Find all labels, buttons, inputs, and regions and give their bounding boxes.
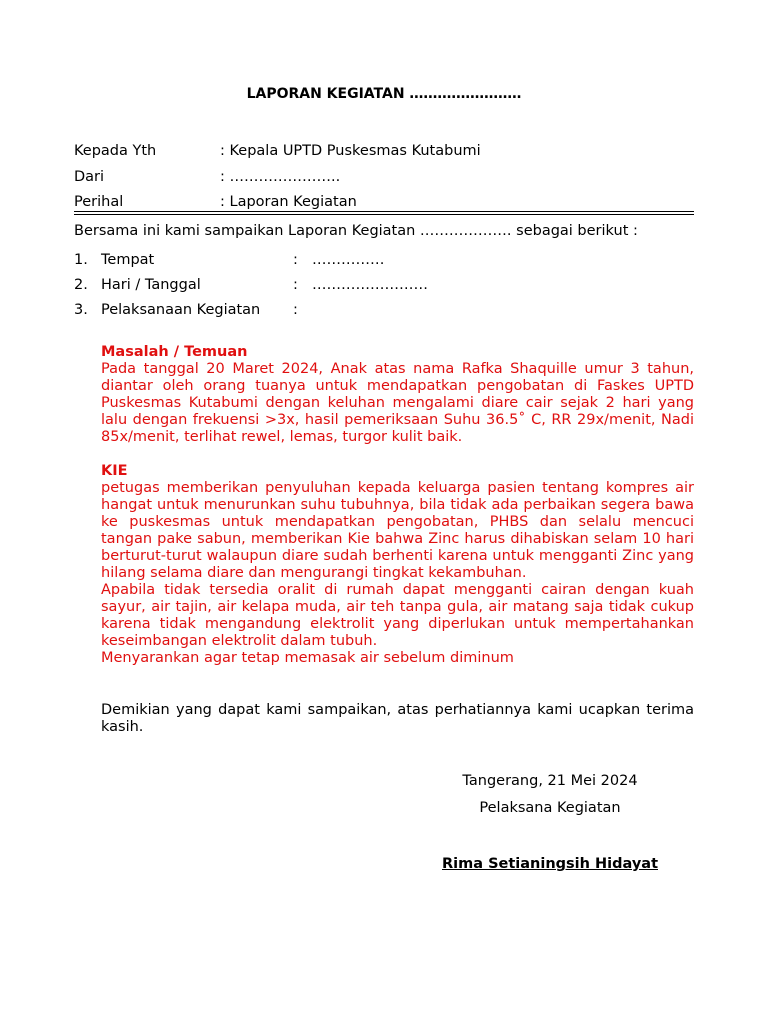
- masalah-text: Pada tanggal 20 Maret 2024, Anak atas nama Rafka Shaquille umur 3 tahun, diantar oleh orang tuanya untuk mendapatkan pengobatan di Faskes UPTD Puskesmas Kutabumi dengan keluhan mengalami diare cair sejak 2 hari yang lalu dengan frekuensi >3x, hasil pemeriksaan Suhu 36.5˚ C, RR 29x/menit, Nadi 85x/menit, terlihat rewel, lemas, turgor kulit baik.: [101, 361, 694, 445]
- subject-value: : Laporan Kegiatan: [220, 194, 357, 210]
- list-label: Hari / Tanggal: [101, 277, 201, 293]
- masalah-heading: Masalah / Temuan: [101, 344, 248, 360]
- kie-section: [101, 463, 694, 667]
- list-colon: :: [293, 302, 298, 318]
- kie-paragraph-1: petugas memberikan penyuluhan kepada keluarga pasien tentang kompres air hangat untuk menurunkan suhu tubuhnya, bila tidak ada perbaikan segera bawa ke puskesmas untuk mendapatkan pengobatan, PHBS dan selalu mencuci tangan pake sabun, memberikan Kie bahwa Zinc harus dihabiskan selam 10 hari berturut-turut walaupun diare sudah berhenti karena untuk mengganti Zinc yang hilang selama diare dan mengurangi tingkat kekambuhan.: [101, 480, 694, 581]
- signer-name: Rima Setianingsih Hidayat: [442, 856, 658, 872]
- kie-paragraph-2: Apabila tidak tersedia oralit di rumah dapat mengganti cairan dengan kuah sayur, air tajin, air kelapa muda, air teh tanpa gula, air matang saja tidak cukup karena tidak mengandung elektrolit yang diperlukan untuk mempertahankan keseimbangan elektrolit dalam tubuh.: [101, 582, 694, 649]
- list-label: Pelaksanaan Kegiatan: [101, 302, 261, 318]
- header-divider-bottom: [74, 214, 694, 215]
- list-number: 2.: [74, 277, 88, 293]
- list-colon: :: [293, 277, 298, 293]
- document-title: LAPORAN KEGIATAN ……………………: [246, 86, 522, 102]
- signature-role: Pelaksana Kegiatan: [479, 800, 621, 816]
- kie-heading: KIE: [101, 463, 128, 479]
- list-number: 3.: [74, 302, 88, 318]
- intro-text: Bersama ini kami sampaikan Laporan Kegiatan ………………. sebagai berikut :: [74, 223, 638, 239]
- list-label: Tempat: [101, 252, 155, 268]
- closing-text: Demikian yang dapat kami sampaikan, atas perhatiannya kami ucapkan terima kasih.: [101, 702, 694, 735]
- list-colon: :: [293, 252, 298, 268]
- from-label: Dari: [74, 169, 105, 185]
- from-value: : …………………..: [220, 169, 341, 185]
- signature-block: [420, 768, 680, 822]
- list-value: ……………………: [312, 277, 428, 293]
- list-value: ……………: [312, 252, 385, 268]
- kie-paragraph-3: Menyarankan agar tetap memasak air sebelum diminum: [101, 650, 514, 666]
- subject-label: Perihal: [74, 194, 124, 210]
- masalah-section: [101, 344, 694, 446]
- to-value: : Kepala UPTD Puskesmas Kutabumi: [220, 143, 481, 159]
- header-divider-top: [74, 211, 694, 212]
- signature-place-date: Tangerang, 21 Mei 2024: [462, 773, 638, 789]
- list-number: 1.: [74, 252, 88, 268]
- to-label: Kepada Yth: [74, 143, 157, 159]
